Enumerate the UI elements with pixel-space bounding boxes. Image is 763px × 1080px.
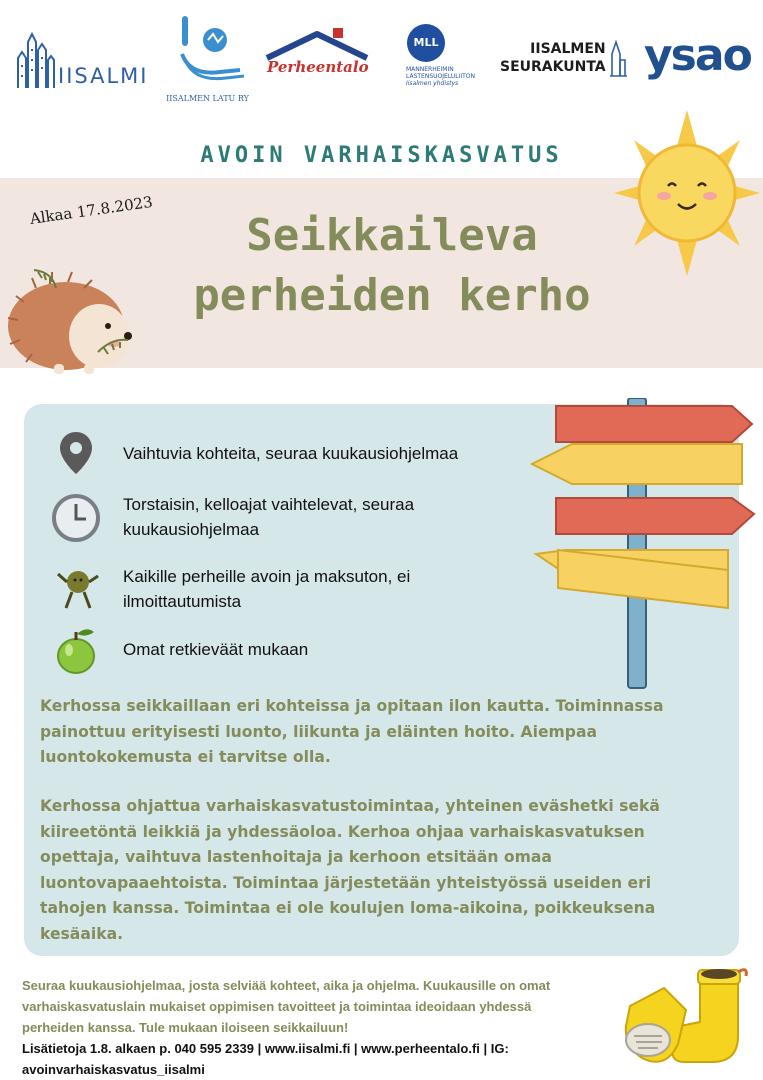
walking-figure-icon (50, 564, 102, 616)
supertitle: AVOIN VARHAISKASVATUS (200, 143, 563, 168)
footer-contact-line-2: avoinvarhaiskasvatus_iisalmi (22, 1062, 205, 1077)
seurakunta-line-2: SEURAKUNTA (500, 59, 606, 75)
perheentalo-logo (265, 28, 370, 83)
iisalmi-wordmark: IISALMI (58, 64, 149, 88)
mll-line-3: Iisalmen yhdistys (406, 80, 459, 87)
footer-line-3: perheiden kanssa. Tule mukaan iloiseen seikkailuun! (22, 1020, 349, 1035)
clock-icon (50, 492, 102, 544)
rain-boots-icon (620, 966, 756, 1074)
house-roof-icon (265, 28, 370, 62)
church-tower-icon (608, 40, 628, 78)
para1-line-2: painottuu erityisesti luonto, liikunta ja eläinten hoito. Aiempaa (40, 722, 597, 741)
info-audience-text (123, 564, 410, 614)
info-snacks-text: Omat retkieväät mukaan (123, 640, 309, 659)
ski-track-icon (160, 14, 255, 92)
perheentalo-wordmark: Perheentalo (267, 58, 369, 76)
partner-logos (0, 0, 763, 110)
map-pin-icon (50, 428, 102, 480)
ysao-wordmark: ysao (644, 30, 751, 81)
para2-line-5: tahojen kanssa. Toimintaa ei ole koulujen loma-aikoina, poikkeuksena (40, 899, 656, 917)
seurakunta-line-1: IISALMEN (530, 41, 606, 57)
info-time-line-1: Torstaisin, kelloajat vaihtelevat, seuraa (123, 495, 415, 514)
para1-line-3: luontokokemusta ei tarvitse olla. (40, 748, 331, 766)
footer-line-1: Seuraa kuukausiohjelmaa, josta selviää kohteet, aika ja ohjelma. Kuukausille on omat (22, 978, 551, 993)
latury-wordmark: IISALMEN LATU RY (166, 94, 249, 103)
smiling-sun-icon (612, 108, 762, 278)
para2-line-1: Kerhossa ohjattua varhaiskasvatustoimintaa, yhteinen eväshetki sekä (40, 797, 660, 815)
info-time-line-2: kuukausiohjelmaa (123, 520, 260, 539)
iisalmi-logo (14, 30, 149, 90)
start-date: Alkaa 17.8.2023 (28, 192, 154, 228)
para1-line-1: Kerhossa seikkaillaan eri kohteissa ja opitaan ilon kautta. Toiminnassa (40, 697, 664, 715)
latury-logo (160, 14, 255, 103)
apple-icon (50, 624, 102, 676)
iisalmi-towers-icon (14, 30, 58, 90)
description-paragraph-1 (40, 694, 720, 771)
mll-line-2: LASTENSUOJELULIITON (406, 73, 476, 80)
info-time-text (123, 492, 414, 542)
title-line-1: Seikkaileva (246, 210, 538, 261)
para2-line-4: luontovapaaehtoista. Toimintaa järjestetään yhteistyössä useiden eri (40, 873, 652, 892)
seurakunta-logo (500, 40, 630, 90)
mll-logo (402, 22, 482, 92)
signpost-icon (528, 398, 760, 690)
info-audience-line-2: ilmoittautumista (123, 592, 242, 611)
info-location-text: Vaihtuvia kohteita, seuraa kuukausiohjelmaa (123, 444, 459, 463)
title-line-2: perheiden kerho (193, 270, 591, 321)
footer (22, 975, 612, 1080)
footer-line-2: varhaiskasvatuslain mukaiset oppimisen tavoitteet ja toimintaa ideoidaan yhdessä (22, 999, 532, 1014)
hedgehog-icon (4, 262, 134, 377)
page-title (142, 206, 642, 326)
para2-line-6: kesäaika. (40, 924, 124, 943)
seurakunta-wordmark (500, 40, 606, 76)
footer-contact-line-1: Lisätietoja 1.8. alkaen p. 040 595 2339 | www.iisalmi.fi | www.perheentalo.fi | IG: (22, 1041, 509, 1056)
mll-line-1: MANNERHEIMIN (406, 66, 454, 73)
info-audience-line-1: Kaikille perheille avoin ja maksuton, ei (123, 567, 411, 586)
para2-line-3: opettaja, vaihtuva lastenhoitaja ja kerhoon etsitään omaa (40, 848, 552, 866)
description-paragraph-2 (40, 794, 720, 947)
para2-line-2: kiireetöntä leikkiä ja yhdessäoloa. Kerhoa ohjaa varhaiskasvatuksen (40, 822, 645, 841)
mll-badge: MLL (407, 24, 445, 62)
ysao-logo (644, 30, 756, 80)
